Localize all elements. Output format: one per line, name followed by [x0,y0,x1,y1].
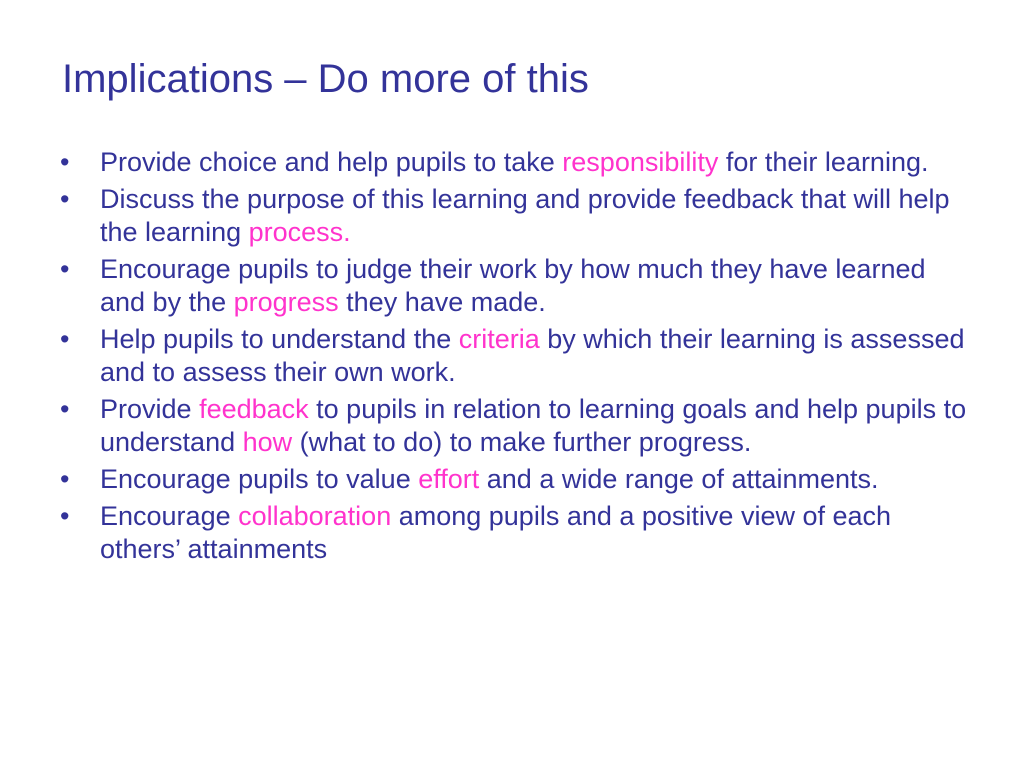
bullet-item [100,146,970,179]
bullet-text: Provide [100,394,200,424]
bullet-item [100,183,970,249]
highlight-term: how [242,427,293,457]
highlight-term: progress [233,287,339,317]
bullet-text: and a wide range of attainments. [479,464,879,494]
bullet-item [100,500,970,566]
bullet-text: (what to do) to make further progress. [292,427,752,457]
highlight-term: responsibility [562,147,719,177]
bullet-text: to pupils in relation to learning goals and help pupils to understand [100,394,967,457]
bullet-text: they have made. [338,287,546,317]
highlight-term: feedback [199,394,309,424]
bullet-text: Encourage [100,501,239,531]
bullet-item [100,393,970,459]
slide-title: Implications – Do more of this [62,57,589,101]
highlight-term: effort [418,464,480,494]
bullet-text: among pupils and a positive view of each others’ attainments [100,501,892,564]
highlight-term: process. [248,217,351,247]
bullet-list [100,146,970,570]
bullet-item [100,253,970,319]
bullet-item [100,463,970,496]
bullet-item [100,323,970,389]
bullet-text: for their learning. [718,147,929,177]
bullet-text: Help pupils to understand the [100,324,459,354]
bullet-text: by which their learning is assessed and to assess their own work. [100,324,965,387]
bullet-text: Discuss the purpose of this learning and provide feedback that will help the learning [100,184,950,247]
highlight-term: collaboration [238,501,392,531]
bullet-text: Provide choice and help pupils to take [100,147,563,177]
highlight-term: criteria [458,324,540,354]
bullet-text: Encourage pupils to value [100,464,419,494]
bullet-text: Encourage pupils to judge their work by how much they have learned and by the [100,254,926,317]
